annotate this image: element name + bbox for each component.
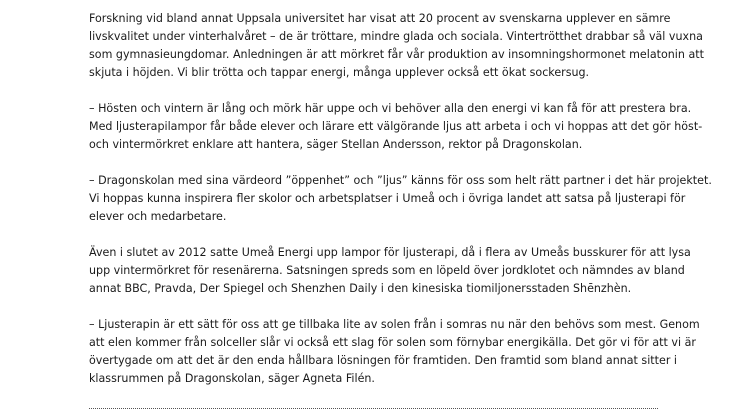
text-line: annat BBC, Pravda, Der Spiegel och Shenzhen Daily i den kinesiska tiomiljonersstaden Shēnzhèn. bbox=[89, 282, 632, 295]
document-body bbox=[89, 10, 712, 406]
paragraph-quote-dragonskolan bbox=[89, 172, 712, 226]
text-line: som gymnasieungdomar. Anledningen är att mörkret får vår produktion av insomningshormonet melatonin att bbox=[89, 48, 704, 61]
text-line: – Dragonskolan med sina värdeord ”öppenhet” och ”ljus” känns för oss som helt rätt partner i det här projektet. bbox=[89, 174, 712, 187]
text-line: att elen kommer från solceller slår vi också ett slag för solen som förnybar energikälla. Det gör vi för att vi är bbox=[89, 336, 696, 349]
paragraph-quote-rektor bbox=[89, 100, 703, 154]
text-line: Även i slutet av 2012 satte Umeå Energi upp lampor för ljusterapi, då i flera av Umeås busskurer för att lysa bbox=[89, 246, 691, 259]
text-line: klassrummen på Dragonskolan, säger Agneta Filén. bbox=[89, 372, 375, 385]
dotted-divider bbox=[89, 400, 658, 409]
text-line: skjuta i höjden. Vi blir trötta och tappar energi, många upplever också ett ökat sockersug. bbox=[89, 66, 590, 79]
text-line: elever och medarbetare. bbox=[89, 210, 227, 223]
text-line: upp vintermörkret för resenärerna. Satsningen spreds som en löpeld över jordklotet och nämndes av bland bbox=[89, 264, 685, 277]
paragraph-quote-agneta bbox=[89, 316, 699, 388]
text-line: och vintermörkret enklare att hantera, säger Stellan Andersson, rektor på Dragonskolan. bbox=[89, 138, 583, 151]
text-line: livskvalitet under vinterhalvåret – de är tröttare, mindre glada och sociala. Vintertrötthet drabbar så väl vuxna bbox=[89, 30, 703, 43]
text-line: – Hösten och vintern är lång och mörk här uppe och vi behöver alla den energi vi kan få för att prestera bra. bbox=[89, 102, 692, 115]
paragraph-research bbox=[89, 10, 704, 82]
text-line: – Ljusterapin är ett sätt för oss att ge tillbaka lite av solen från i somras nu när den behövs som mest. Genom bbox=[89, 318, 700, 331]
text-line: Forskning vid bland annat Uppsala universitet har visat att 20 procent av svenskarna upplever en sämre bbox=[89, 12, 671, 25]
paragraph-busskurer bbox=[89, 244, 699, 298]
text-line: Med ljusterapilampor får både elever och lärare ett välgörande ljus att arbeta i och vi hoppas att det gör höst- bbox=[89, 120, 703, 133]
text-line: övertygade om att det är den enda hållbara lösningen för framtiden. Den framtid som bland annat sitter i bbox=[89, 354, 677, 367]
text-line: Vi hoppas kunna inspirera fler skolor och arbetsplatser i Umeå och i övriga landet att satsa på ljusterapi för bbox=[89, 192, 686, 205]
